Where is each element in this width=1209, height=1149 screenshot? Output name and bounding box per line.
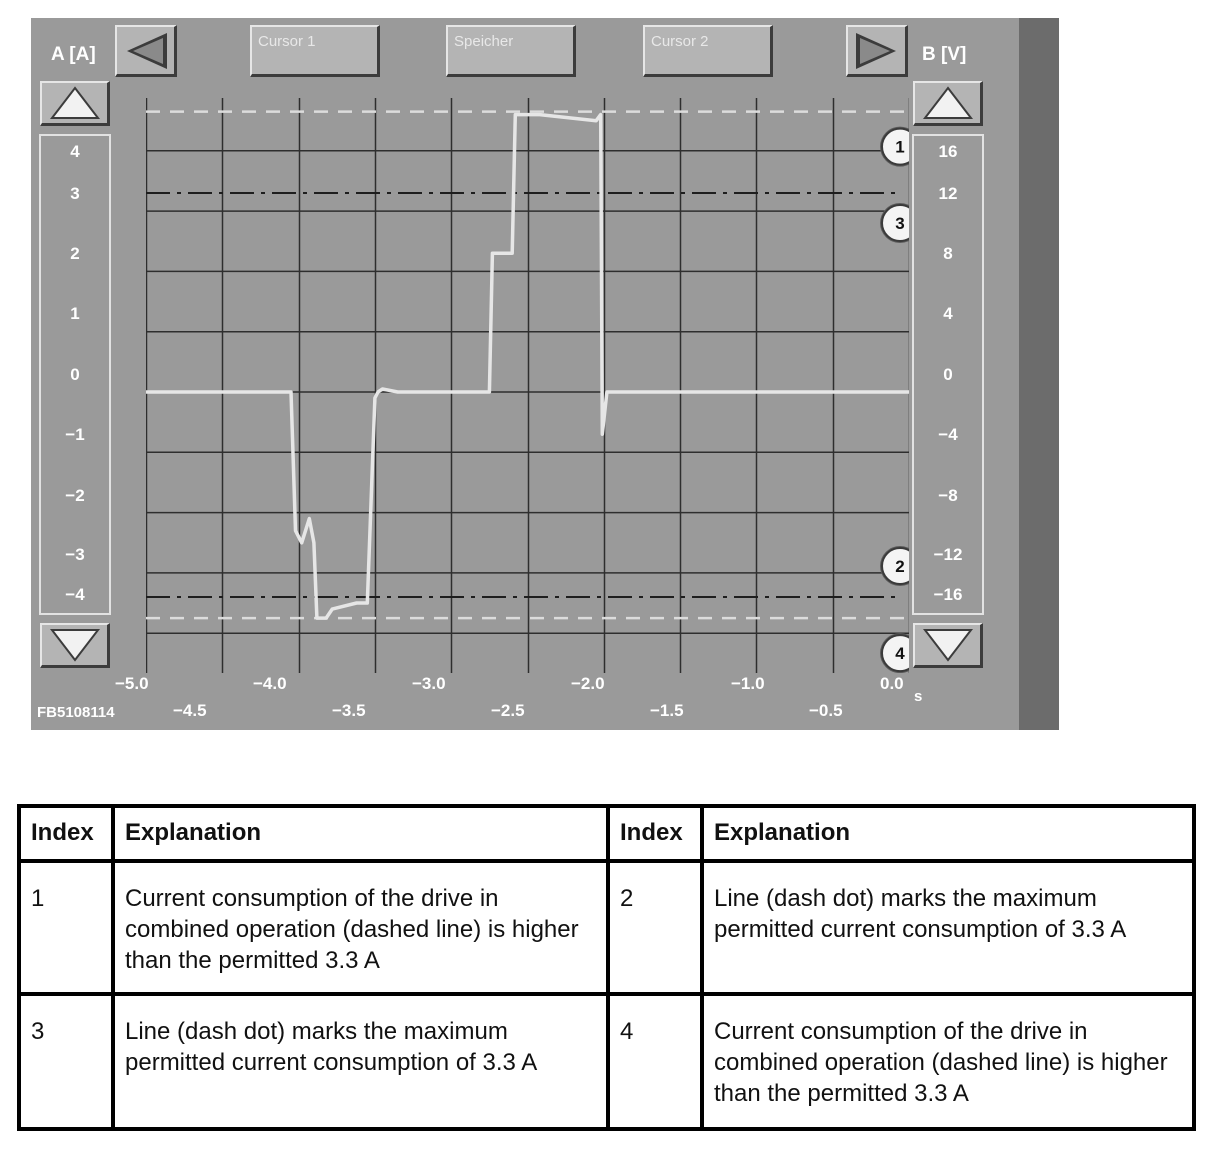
marker-label: 3: [895, 214, 905, 234]
left-scale-panel: [39, 134, 111, 615]
right-scale-down-button[interactable]: [913, 623, 983, 668]
explanation-cell: Current consumption of the drive in combined operation (dashed line) is higher than the permitted 3.3 A: [113, 861, 608, 995]
x-axis-unit: s: [914, 688, 923, 705]
header-explanation: Explanation: [113, 806, 608, 861]
right-scale-tick: 4: [943, 304, 953, 323]
cursor-1-button[interactable]: Cursor 1: [250, 25, 380, 77]
x-tick-label: −3.0: [412, 674, 446, 693]
axis-right-unit-label: B [V]: [922, 44, 967, 65]
x-tick-label: −1.0: [731, 674, 765, 693]
left-scale-tick: 3: [70, 184, 80, 203]
x-tick-label: −5.0: [115, 674, 149, 693]
left-scale-tick: −4: [65, 585, 85, 604]
explanation-cell: Current consumption of the drive in combined operation (dashed line) is higher than the permitted 3.3 A: [702, 994, 1194, 1129]
left-scale-up-button[interactable]: [40, 81, 110, 126]
left-scale-tick: 2: [70, 244, 80, 263]
arrow-left-icon: [117, 27, 175, 75]
triangle-down-icon: [915, 625, 981, 666]
header-index: Index: [19, 806, 113, 861]
table-row: [19, 994, 1194, 1129]
arrow-right-icon: [848, 27, 906, 75]
x-tick-label: −2.5: [491, 701, 525, 720]
index-cell: 2: [608, 861, 702, 995]
left-scale-tick: −3: [65, 545, 85, 564]
x-tick-label: −4.0: [253, 674, 287, 693]
index-cell: 1: [19, 861, 113, 995]
scroll-left-button[interactable]: [115, 25, 177, 77]
left-scale-tick: 4: [70, 142, 80, 161]
marker-label: 1: [895, 137, 905, 157]
x-tick-label: −1.5: [650, 701, 684, 720]
right-scale-tick: −12: [933, 545, 963, 564]
right-scale-tick: −4: [938, 425, 958, 444]
legend-table: [17, 804, 1196, 1131]
right-scale-tick: −16: [933, 585, 963, 604]
marker-label: 4: [895, 644, 905, 664]
table-row: [19, 861, 1194, 995]
header-index: Index: [608, 806, 702, 861]
axis-left-unit-label: A [A]: [51, 44, 96, 65]
left-scale-down-button[interactable]: [40, 623, 110, 668]
triangle-up-icon: [915, 83, 981, 124]
x-tick-label: −0.5: [809, 701, 843, 720]
waveform-plot: [146, 98, 909, 673]
x-tick-label: 0.0: [880, 674, 904, 693]
plot-grid: [146, 98, 909, 673]
index-cell: 3: [19, 994, 113, 1129]
left-scale-tick: −2: [65, 486, 85, 505]
right-scale-tick: 8: [943, 244, 953, 263]
left-scale-tick: 1: [70, 304, 80, 323]
oscilloscope-screen: [31, 18, 1059, 730]
right-scale-tick: 0: [943, 365, 953, 384]
explanation-cell: Line (dash dot) marks the maximum permitted current consumption of 3.3 A: [702, 861, 1194, 995]
header-explanation: Explanation: [702, 806, 1194, 861]
right-scale-tick: −8: [938, 486, 958, 505]
index-cell: 4: [608, 994, 702, 1129]
scroll-right-button[interactable]: [846, 25, 908, 77]
right-scale-up-button[interactable]: [913, 81, 983, 126]
figure-code: FB5108114: [37, 704, 115, 721]
left-scale-tick: −1: [65, 425, 85, 444]
left-scale-tick: 0: [70, 365, 80, 384]
right-scale-tick: 12: [938, 184, 958, 203]
marker-label: 2: [895, 557, 905, 577]
plot-background: [146, 98, 909, 673]
right-scale-tick: 16: [938, 142, 958, 161]
explanation-cell: Line (dash dot) marks the maximum permitted current consumption of 3.3 A: [113, 994, 608, 1129]
triangle-up-icon: [42, 83, 108, 124]
legend-header-row: [19, 806, 1194, 861]
x-tick-label: −2.0: [571, 674, 605, 693]
triangle-down-icon: [42, 625, 108, 666]
right-scale-panel: [912, 134, 984, 615]
right-frame-strip: [1019, 18, 1059, 730]
memory-button[interactable]: Speicher: [446, 25, 576, 77]
x-tick-label: −4.5: [173, 701, 207, 720]
cursor-2-button[interactable]: Cursor 2: [643, 25, 773, 77]
x-tick-label: −3.5: [332, 701, 366, 720]
